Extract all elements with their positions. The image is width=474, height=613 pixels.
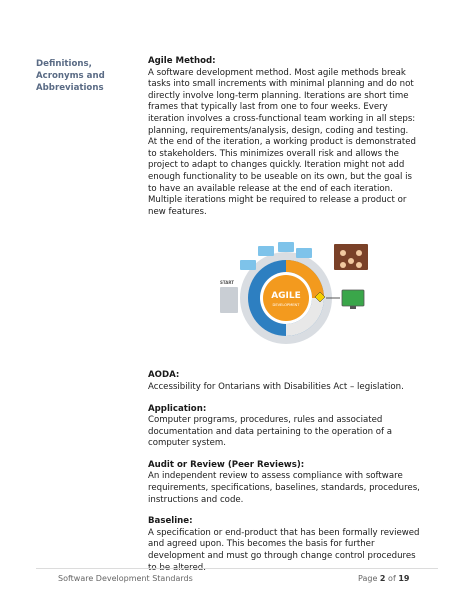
center-title: AGILE [271,291,301,302]
person-icon [356,250,362,256]
term-agile-method: Agile Method: [148,56,216,66]
person-icon [340,262,346,268]
page-number: 2 [379,574,386,583]
monitor-stand [350,306,356,309]
agile-cycle-graphic [216,240,376,348]
term-aoda: AODA: [148,370,180,381]
page-of: of [388,574,396,583]
agile-development-diagram [216,240,376,348]
term-application: Application: [148,403,207,414]
definitions-list [148,56,420,584]
start-box [220,287,238,313]
page-prefix: Page [358,574,378,583]
definition-entry [148,56,420,218]
step-box [258,246,274,256]
definition-application: Computer programs, procedures, rules and associated documentation and data pertaining to the operation of a computer system. [148,415,393,449]
term-baseline: Baseline: [148,516,193,527]
definition-entry [148,516,420,574]
monitor-icon [342,290,364,306]
definition-agile-method: A software development method. Most agile methods break tasks into small increments with minimal planning and do not directly involve long-term planning. Iterations are short time frames that typically last from one to four weeks. Every iteration involves a cross-functional team working in all steps: planning, requirements/analysis, design, coding and testing. At the end of the iteration, a working product is demonstrated to stakeholders. This minimizes overall risk and allows the project to adapt to changes quickly. Iteration might not add enough functionality to be useable on its own, but the goal is to have an available release at the end of each iteration. Multiple iterations might be required to release a product or new features. [148,67,416,217]
team-panel [334,244,368,270]
definition-aoda: Accessibility for Ontarians with Disabilities Act – legislation. [148,381,404,392]
definition-entry [148,460,420,506]
person-icon [356,262,362,268]
page-indicator [358,574,409,583]
definition-entry [148,370,420,393]
person-icon [348,258,354,264]
page-total: 19 [398,574,410,583]
start-label: START [220,280,235,286]
footer-doc-title: Software Development Standards [58,574,193,583]
center-subtitle: DEVELOPMENT [272,303,300,308]
definition-baseline: A specification or end-product that has been formally reviewed and agreed upon. This becomes the basis for further development and must go through change control procedures to be altered. [148,527,420,573]
footer-divider [36,568,438,569]
definition-entry [148,404,420,450]
term-audit-review: Audit or Review (Peer Reviews): [148,459,305,470]
section-heading: Definitions, Acronyms and Abbreviations [36,59,105,93]
person-icon [340,250,346,256]
step-box [240,260,256,270]
step-box [296,248,312,258]
definition-audit-review: An independent review to assess compliance with software requirements, specifications, baselines, standards, procedures, instructions and code. [148,471,420,505]
step-box [278,242,294,252]
